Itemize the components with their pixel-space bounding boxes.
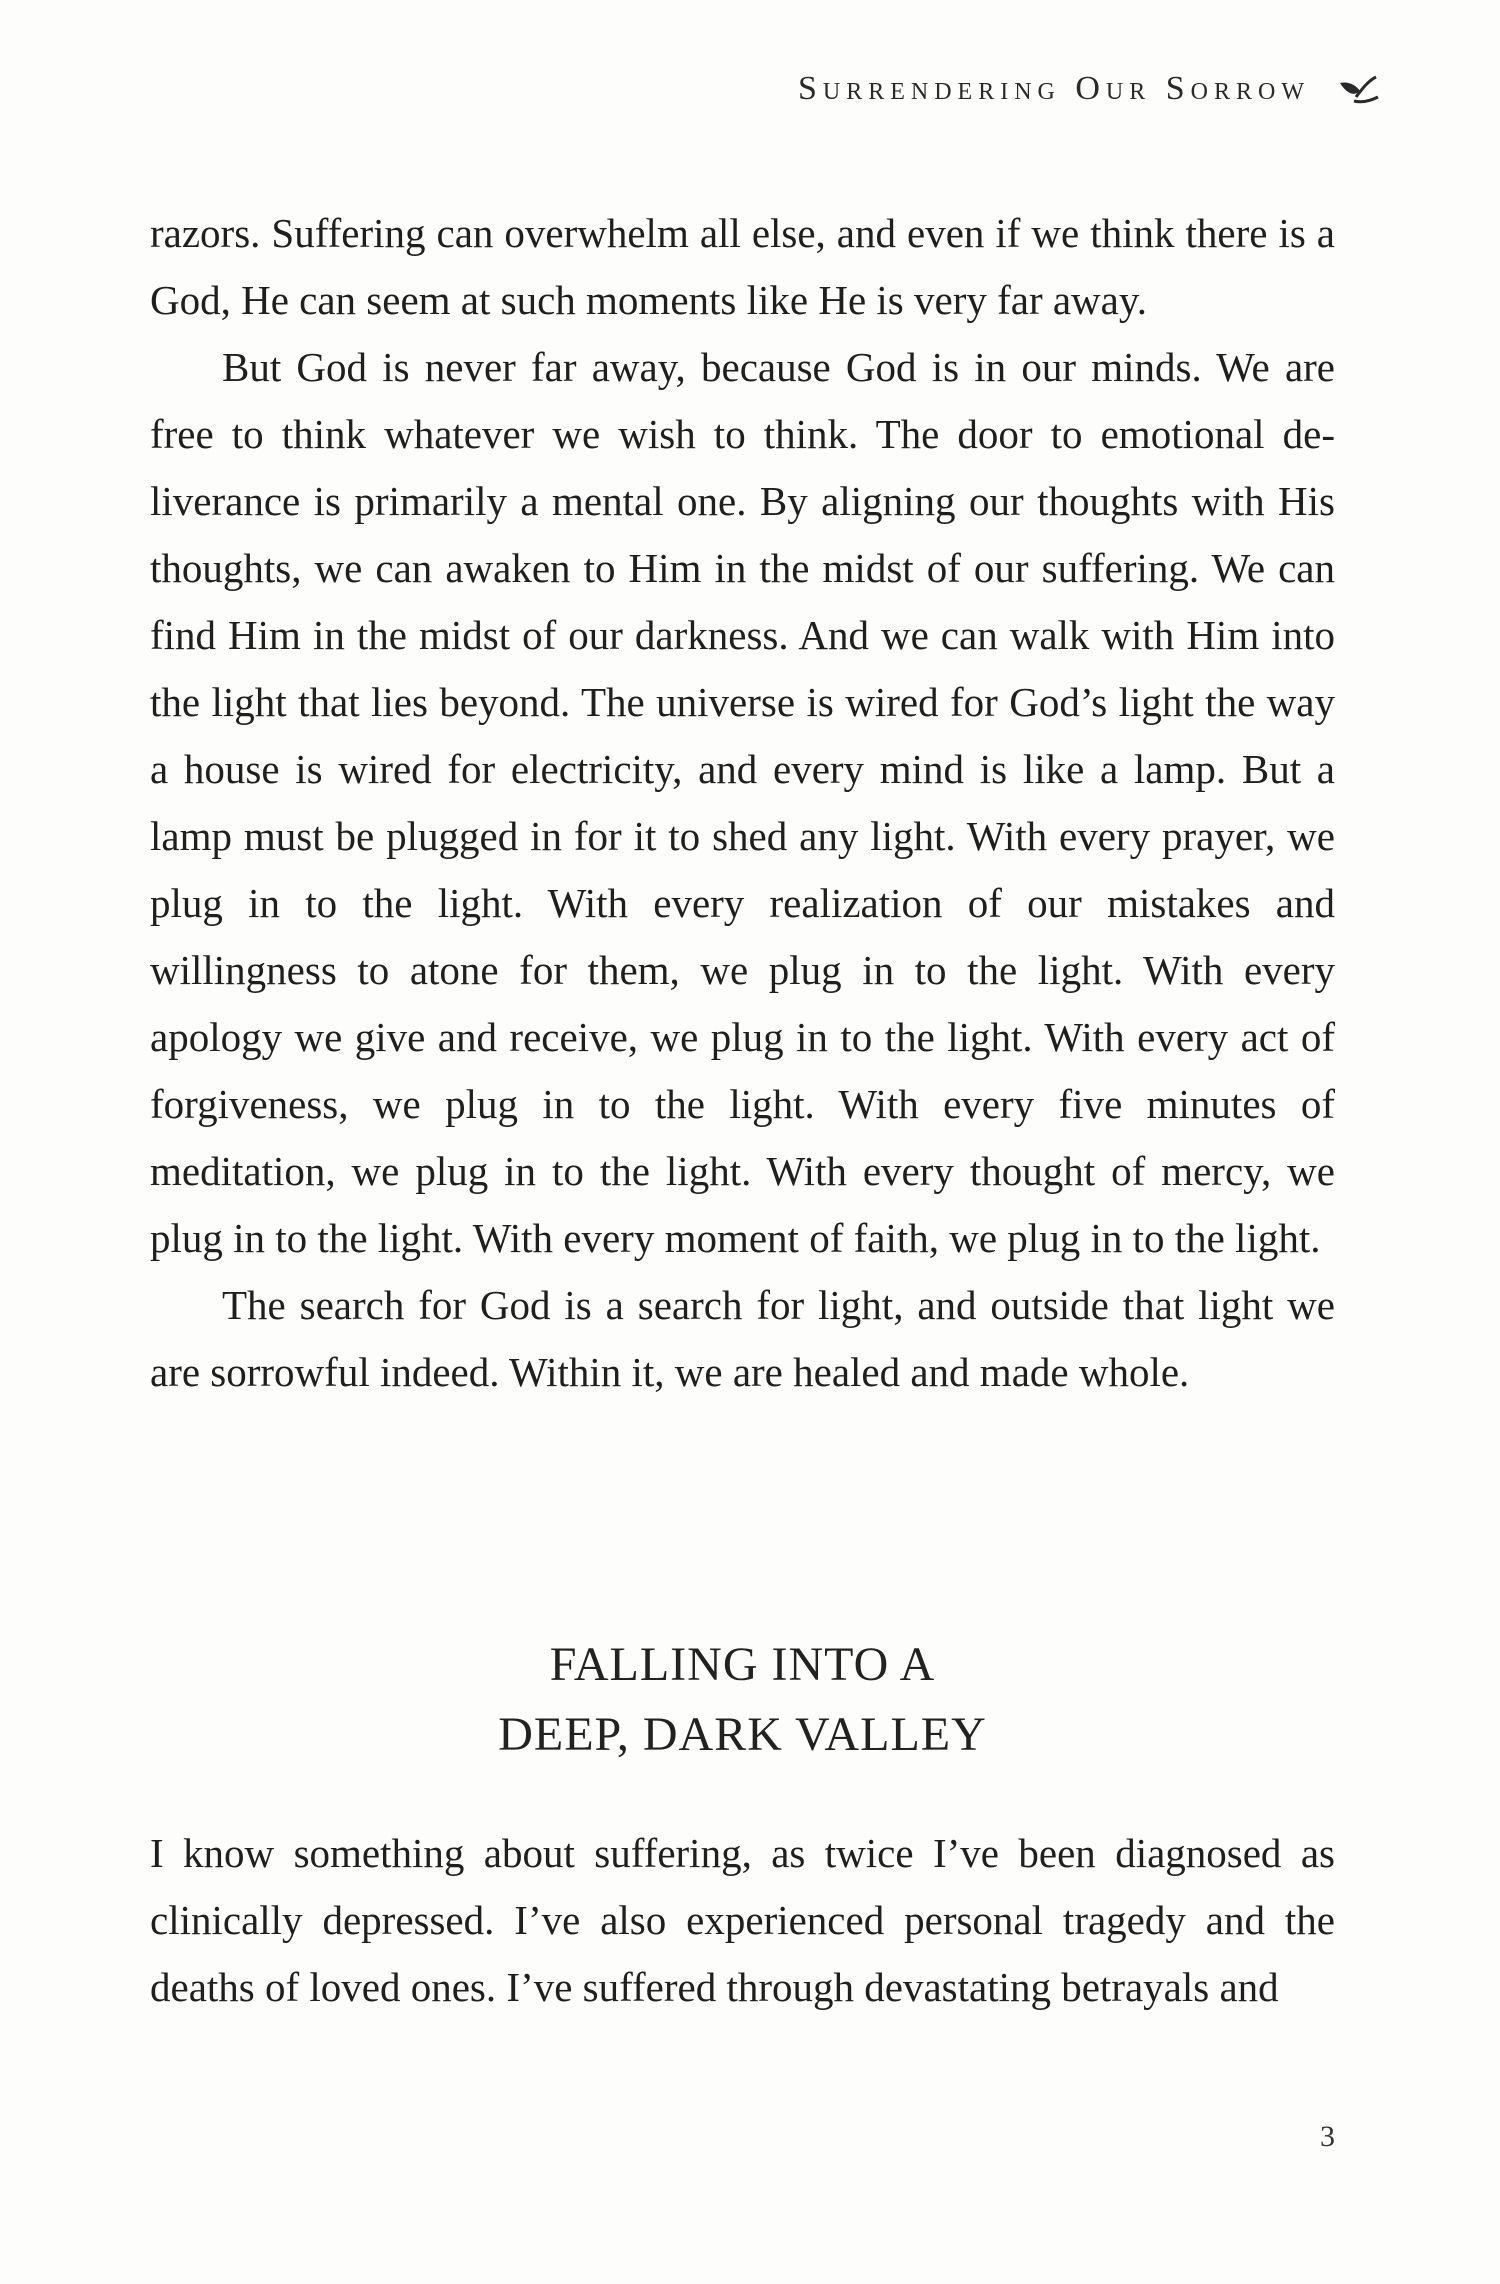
section-heading-line-2: DEEP, DARK VALLEY: [498, 1708, 987, 1761]
page-number: 3: [1320, 2120, 1335, 2153]
section-heading: [150, 1630, 1335, 1770]
section-heading-line-1: FALLING INTO A: [549, 1638, 936, 1691]
body-text-top: [150, 200, 1335, 1406]
paragraph-2: But God is never far away, because God is in our minds. We are free to think whatever we wish to think. The door to emotional deliverance is primarily a mental one. By aligning our thoughts with His thoughts, we can awaken to Him in the midst of our suffering. We can find Him in the midst of our darkness. And we can walk with Him into the light that lies beyond. The universe is wired for God’s light the way a house is wired for electricity, and every mind is like a lamp. But a lamp must be plugged in for it to shed any light. With every prayer, we plug in to the light. With every realization of our mistakes and willingness to atone for them, we plug in to the light. With every apology we give and receive, we plug in to the light. With every act of forgiveness, we plug in to the light. With every five minutes of meditation, we plug in to the light. With every thought of mercy, we plug in to the light. With every moment of faith, we plug in to the light.: [150, 344, 1335, 1261]
leaf-ornament-icon: [1336, 71, 1380, 107]
paragraph-4: I know something about suffering, as twice I’ve been diagnosed as clinically depressed. I’ve also experienced personal tragedy and the deaths of loved ones. I’ve suffered through devastating betrayals and: [150, 1830, 1335, 2010]
body-text-bottom: [150, 1820, 1335, 2021]
running-head: [798, 70, 1380, 108]
paragraph-1: razors. Suffering can overwhelm all else, and even if we think there is a God, He can seem at such moments like He is very far away.: [150, 210, 1335, 323]
running-head-title: Surrendering Our Sorrow: [797, 70, 1310, 107]
paragraph-3: The search for God is a search for light, and outside that light we are sorrowful indeed. Within it, we are healed and made whole.: [150, 1282, 1335, 1395]
